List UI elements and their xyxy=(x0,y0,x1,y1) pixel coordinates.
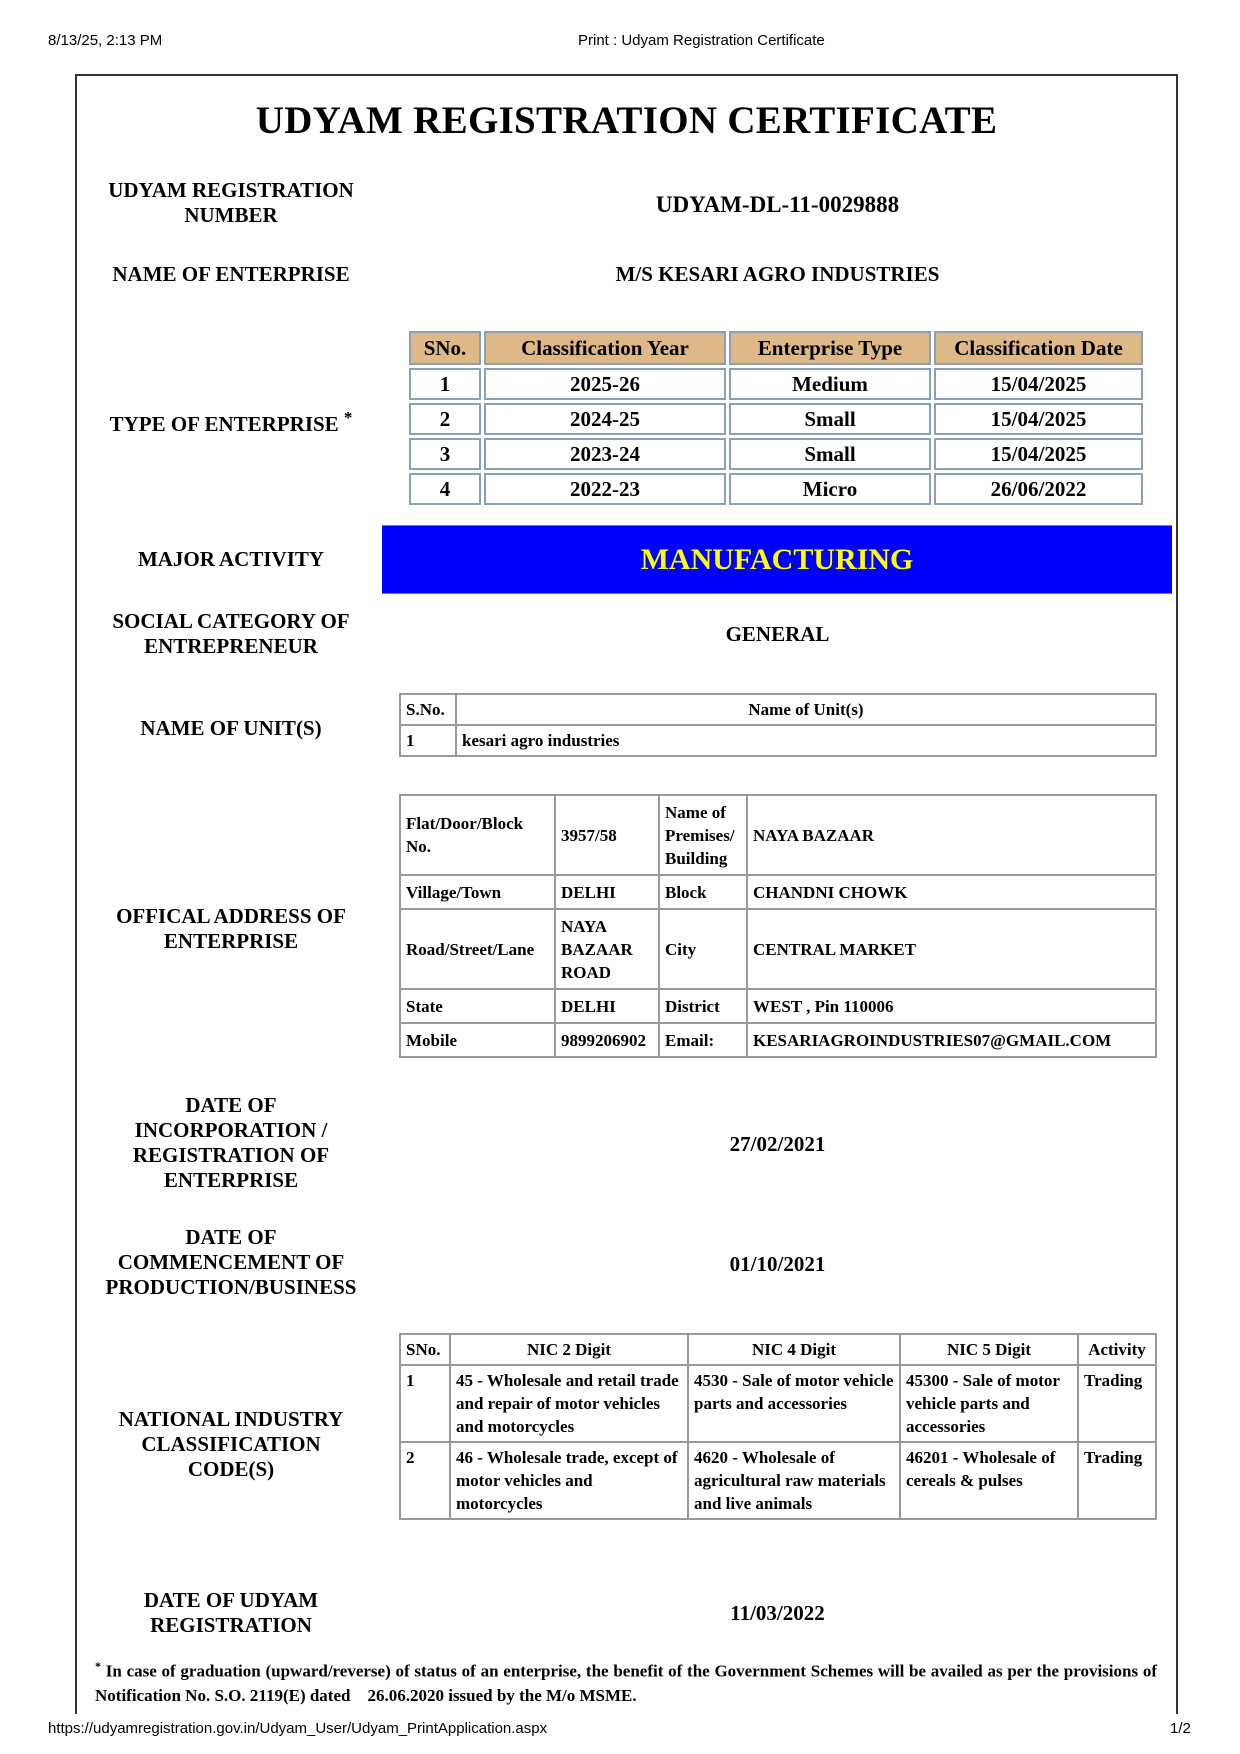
label-line: ENTERPRISE xyxy=(163,1168,299,1192)
label-line: NATIONAL INDUSTRY xyxy=(118,1407,344,1431)
table-row xyxy=(409,438,1143,470)
table-header-row xyxy=(409,331,1143,365)
cell-date: 15/04/2025 xyxy=(934,403,1143,435)
print-page-number: 1/2 xyxy=(1170,1720,1191,1737)
state-label: State xyxy=(400,989,555,1023)
label-line: CODE(S) xyxy=(187,1457,275,1481)
label-line: REGISTRATION OF xyxy=(132,1143,330,1167)
cell-nic2: 46 - Wholesale trade, except of motor vehicles and motorcycles xyxy=(450,1442,688,1519)
address-table xyxy=(399,794,1157,1058)
city-value: CENTRAL MARKET xyxy=(747,909,1156,989)
cell-year: 2024-25 xyxy=(484,403,726,435)
commencement-date-label xyxy=(88,1225,374,1300)
column-header: Name of Unit(s) xyxy=(456,694,1156,725)
cell-nic4: 4530 - Sale of motor vehicle parts and accessories xyxy=(688,1365,900,1442)
label-line: COMMENCEMENT OF xyxy=(117,1250,345,1274)
cell-date: 15/04/2025 xyxy=(934,368,1143,400)
official-address-label xyxy=(88,904,374,954)
cell-unit-name: kesari agro industries xyxy=(456,725,1156,756)
table-header-row xyxy=(400,694,1156,725)
cell-activity: Trading xyxy=(1078,1442,1156,1519)
print-page-title: Print : Udyam Registration Certificate xyxy=(578,32,825,49)
type-of-enterprise-label xyxy=(88,405,374,437)
cell-nic4: 4620 - Wholesale of agricultural raw materials and live animals xyxy=(688,1442,900,1519)
table-row xyxy=(409,403,1143,435)
commencement-date-value: 01/10/2021 xyxy=(729,1252,826,1276)
column-header: NIC 5 Digit xyxy=(900,1334,1078,1365)
city-label: City xyxy=(659,909,747,989)
cell-sno: 3 xyxy=(409,438,481,470)
classification-table xyxy=(406,328,1146,508)
units-table xyxy=(399,693,1157,757)
column-header: SNo. xyxy=(409,331,481,365)
table-row xyxy=(400,875,1156,909)
table-row xyxy=(400,909,1156,989)
nic-codes-table xyxy=(399,1333,1157,1520)
enterprise-name-value: M/S KESARI AGRO INDUSTRIES xyxy=(615,262,940,286)
units-label: NAME OF UNIT(S) xyxy=(140,716,322,740)
cell-sno: 2 xyxy=(409,403,481,435)
cell-year: 2025-26 xyxy=(484,368,726,400)
social-category-label xyxy=(88,609,374,659)
table-header-row xyxy=(400,1334,1156,1365)
table-row xyxy=(400,1365,1156,1442)
cell-sno: 4 xyxy=(409,473,481,505)
column-header: SNo. xyxy=(400,1334,450,1365)
district-label: District xyxy=(659,989,747,1023)
cell-nic5: 45300 - Sale of motor vehicle parts and accessories xyxy=(900,1365,1078,1442)
table-row xyxy=(400,795,1156,875)
registration-number-value: UDYAM-DL-11-0029888 xyxy=(655,192,900,217)
nic-codes-label xyxy=(88,1407,374,1482)
udyam-registration-date-label xyxy=(88,1588,374,1638)
block-label: Block xyxy=(659,875,747,909)
column-header: S.No. xyxy=(400,694,456,725)
asterisk-footnote-marker: * xyxy=(343,408,353,427)
social-category-value: GENERAL xyxy=(725,622,830,646)
label-line: REGISTRATION xyxy=(150,1613,312,1637)
email-label: Email: xyxy=(659,1023,747,1057)
cell-date: 15/04/2025 xyxy=(934,438,1143,470)
table-row xyxy=(400,725,1156,756)
footnote xyxy=(95,1654,1162,1708)
label-line: DATE OF xyxy=(185,1093,277,1117)
table-row xyxy=(400,989,1156,1023)
label-line: NUMBER xyxy=(184,203,278,227)
print-datetime: 8/13/25, 2:13 PM xyxy=(48,32,163,49)
mobile-value: 9899206902 xyxy=(555,1023,659,1057)
column-header: NIC 2 Digit xyxy=(450,1334,688,1365)
label-line: ENTERPRISE xyxy=(163,929,299,953)
flat-value: 3957/58 xyxy=(555,795,659,875)
column-header: Activity xyxy=(1078,1334,1156,1365)
cell-type: Medium xyxy=(729,368,931,400)
cell-sno: 1 xyxy=(400,1365,450,1442)
district-value: WEST , Pin 110006 xyxy=(747,989,1156,1023)
block-value: CHANDNI CHOWK xyxy=(747,875,1156,909)
table-row xyxy=(409,368,1143,400)
cell-type: Small xyxy=(729,403,931,435)
major-activity-label: MAJOR ACTIVITY xyxy=(137,547,325,571)
column-header: NIC 4 Digit xyxy=(688,1334,900,1365)
cell-date: 26/06/2022 xyxy=(934,473,1143,505)
table-row xyxy=(400,1023,1156,1057)
udyam-registration-date-value: 11/03/2022 xyxy=(730,1601,825,1625)
village-value: DELHI xyxy=(555,875,659,909)
cell-type: Micro xyxy=(729,473,931,505)
footnote-asterisk: * xyxy=(95,1659,101,1673)
registration-number-label xyxy=(88,178,374,228)
premises-value: NAYA BAZAAR xyxy=(747,795,1156,875)
print-url: https://udyamregistration.gov.in/Udyam_User/Udyam_PrintApplication.aspx xyxy=(48,1720,548,1737)
column-header: Classification Year xyxy=(484,331,726,365)
cell-nic2: 45 - Wholesale and retail trade and repair of motor vehicles and motorcycles xyxy=(450,1365,688,1442)
road-value: NAYA BAZAAR ROAD xyxy=(555,909,659,989)
major-activity-value: MANUFACTURING xyxy=(640,542,914,576)
cell-type: Small xyxy=(729,438,931,470)
footnote-text: In case of graduation (upward/reverse) of status of an enterprise, the benefit of the Government Schemes will be availed as per the provisions of Notification No. S.O. 2119(E) dated 26.06.2020 issued by the M/o MSME. xyxy=(95,1661,1162,1705)
label-line: OFFICAL ADDRESS OF xyxy=(116,904,346,928)
premises-label: Name of Premises/ Building xyxy=(659,795,747,875)
certificate-title: UDYAM REGISTRATION CERTIFICATE xyxy=(255,99,998,142)
road-label: Road/Street/Lane xyxy=(400,909,555,989)
label-line: DATE OF UDYAM xyxy=(143,1588,319,1612)
label-line: DATE OF xyxy=(185,1225,277,1249)
mobile-label: Mobile xyxy=(400,1023,555,1057)
column-header: Enterprise Type xyxy=(729,331,931,365)
cell-year: 2023-24 xyxy=(484,438,726,470)
table-row xyxy=(409,473,1143,505)
state-value: DELHI xyxy=(555,989,659,1023)
cell-year: 2022-23 xyxy=(484,473,726,505)
table-row xyxy=(400,1442,1156,1519)
cell-nic5: 46201 - Wholesale of cereals & pulses xyxy=(900,1442,1078,1519)
label-text: TYPE OF ENTERPRISE xyxy=(109,412,339,436)
cell-sno: 1 xyxy=(400,725,456,756)
enterprise-name-label: NAME OF ENTERPRISE xyxy=(112,262,350,286)
incorporation-date-label xyxy=(88,1093,374,1193)
flat-label: Flat/Door/Block No. xyxy=(400,795,555,875)
email-value: KESARIAGROINDUSTRIES07@GMAIL.COM xyxy=(747,1023,1156,1057)
major-activity-banner xyxy=(382,525,1172,594)
label-line: ENTREPRENEUR xyxy=(144,634,318,658)
label-line: INCORPORATION / xyxy=(134,1118,328,1142)
label-line: CLASSIFICATION xyxy=(141,1432,321,1456)
cell-sno: 2 xyxy=(400,1442,450,1519)
label-line: PRODUCTION/BUSINESS xyxy=(105,1275,357,1299)
cell-activity: Trading xyxy=(1078,1365,1156,1442)
village-label: Village/Town xyxy=(400,875,555,909)
label-line: UDYAM REGISTRATION xyxy=(108,178,354,202)
label-line: SOCIAL CATEGORY OF xyxy=(112,609,350,633)
cell-sno: 1 xyxy=(409,368,481,400)
column-header: Classification Date xyxy=(934,331,1143,365)
incorporation-date-value: 27/02/2021 xyxy=(729,1132,826,1156)
